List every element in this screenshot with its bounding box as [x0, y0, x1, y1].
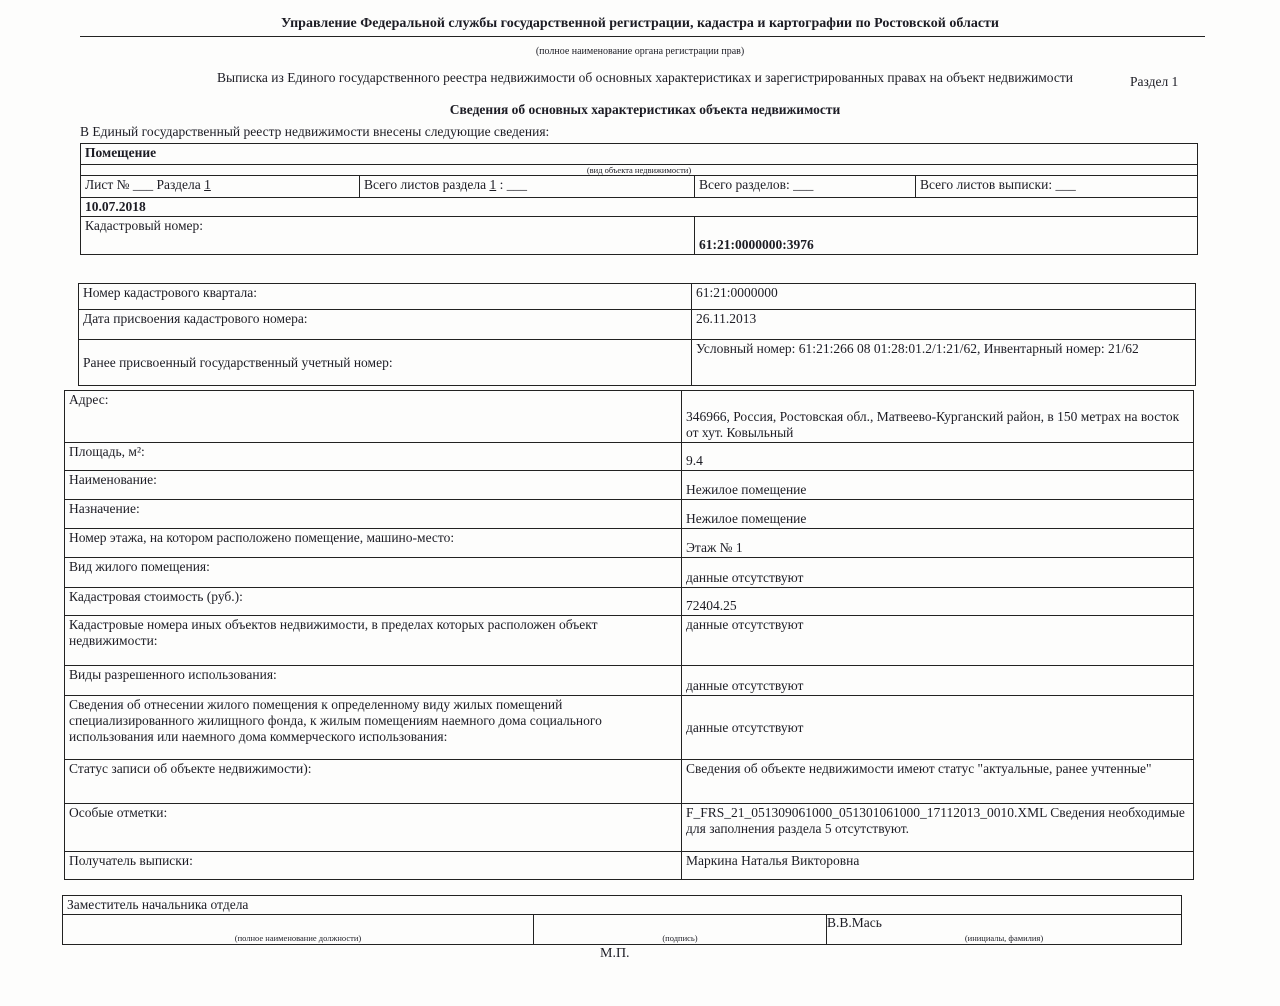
total-extract-label: Всего листов выписки:: [920, 177, 1053, 192]
row-value: F_FRS_21_051309061000_051301061000_17112013_0010.XML Сведения необходимые для заполнения раздела 5 отсутствуют.: [682, 804, 1194, 852]
row-value: 72404.25: [682, 588, 1194, 616]
row-value: данные отсутствуют: [682, 696, 1194, 760]
row-label: Получатель выписки:: [65, 852, 682, 880]
row-value: Сведения об объекте недвижимости имеют статус "актуальные, ранее учтенные": [682, 760, 1194, 804]
extract-date: 10.07.2018: [81, 198, 1198, 217]
registration-table: [78, 283, 1196, 386]
row-label: Кадастровая стоимость (руб.):: [65, 588, 682, 616]
row-value: 61:21:0000000: [692, 284, 1196, 310]
row-value: Этаж № 1: [682, 529, 1194, 558]
row-label: Номер кадастрового квартала:: [79, 284, 692, 310]
row-label: Статус записи об объекте недвижимости):: [65, 760, 682, 804]
object-header-table: [80, 143, 1198, 255]
total-sheets-value: 1: [489, 177, 497, 192]
row-value: 346966, Россия, Ростовская обл., Матвеево-Курганский район, в 150 метрах на восток от хут. Ковыльный: [682, 391, 1194, 443]
row-label: Вид жилого помещения:: [65, 558, 682, 588]
row-value: Нежилое помещение: [682, 471, 1194, 500]
row-value: данные отсутствуют: [682, 616, 1194, 666]
cadastral-number-label: Кадастровый номер:: [81, 217, 695, 255]
row-value: Условный номер: 61:21:266 08 01:28:01.2/1:21/62, Инвентарный номер: 21/62: [692, 340, 1196, 386]
row-label: Наименование:: [65, 471, 682, 500]
characteristics-table: [64, 390, 1194, 880]
signer-name: В.В.Мась: [827, 915, 882, 930]
object-type-caption: (вид объекта недвижимости): [81, 165, 1198, 176]
row-label: Назначение:: [65, 500, 682, 529]
stamp-place: М.П.: [600, 946, 630, 961]
total-extract-cell: Всего листов выписки: ___: [916, 176, 1198, 198]
sheet-cell: Лист № ___ Раздела 1: [81, 176, 360, 198]
name-caption: (инициалы, фамилия): [964, 933, 1044, 943]
intro-text: В Единый государственный реестр недвижимости внесены следующие сведения:: [80, 124, 550, 139]
section-label: Раздел 1: [1130, 74, 1179, 89]
total-sheets-cell: Всего листов раздела 1 : ___: [360, 176, 695, 198]
row-label: Ранее присвоенный государственный учетный номер:: [79, 340, 692, 386]
signature-table: [62, 895, 1182, 945]
name-cell: [827, 915, 1182, 945]
extract-subtitle: Сведения об основных характеристиках объекта недвижимости: [449, 102, 841, 117]
row-label: Кадастровые номера иных объектов недвижимости, в пределах которых расположен объект недвижимости:: [65, 616, 682, 666]
row-label: Виды разрешенного использования:: [65, 666, 682, 696]
cadastral-number-value: 61:21:0000000:3976: [695, 217, 1198, 255]
object-type: Помещение: [81, 144, 1198, 165]
row-label: Особые отметки:: [65, 804, 682, 852]
row-label: Дата присвоения кадастрового номера:: [79, 310, 692, 340]
signer-position: Заместитель начальника отдела: [63, 896, 1182, 915]
row-label: Сведения об отнесении жилого помещения к определенному виду жилых помещений специализированного жилищного фонда, к жилым помещениям наемного дома социального использования или наемного дома коммерческого использования:: [65, 696, 682, 760]
extract-title: Выписка из Единого государственного реестра недвижимости об основных характеристиках и зарегистрированных правах на объект недвижимости: [217, 70, 1073, 85]
row-value: 9.4: [682, 443, 1194, 471]
sign-caption: (подпись): [534, 915, 827, 945]
row-label: Адрес:: [65, 391, 682, 443]
row-value: 26.11.2013: [692, 310, 1196, 340]
total-sections-cell: Всего разделов: ___: [695, 176, 916, 198]
row-label: Площадь, м²:: [65, 443, 682, 471]
position-caption: (полное наименование должности): [63, 915, 534, 945]
organization-name: Управление Федеральной службы государственной регистрации, кадастра и картографии по Ростовской области: [280, 16, 999, 31]
row-value: Маркина Наталья Викторовна: [682, 852, 1194, 880]
total-sections-label: Всего разделов:: [699, 177, 790, 192]
row-value: Нежилое помещение: [682, 500, 1194, 529]
row-value: данные отсутствуют: [682, 558, 1194, 588]
total-sheets-label: Всего листов раздела: [364, 177, 487, 192]
sheet-label: Лист №: [85, 177, 130, 192]
section-field-label: Раздела: [156, 177, 201, 192]
section-field-value: 1: [204, 177, 211, 192]
organization-caption: (полное наименование органа регистрации прав): [535, 46, 745, 57]
header-underline: [80, 36, 1205, 37]
row-value: данные отсутствуют: [682, 666, 1194, 696]
row-label: Номер этажа, на котором расположено помещение, машино-место:: [65, 529, 682, 558]
